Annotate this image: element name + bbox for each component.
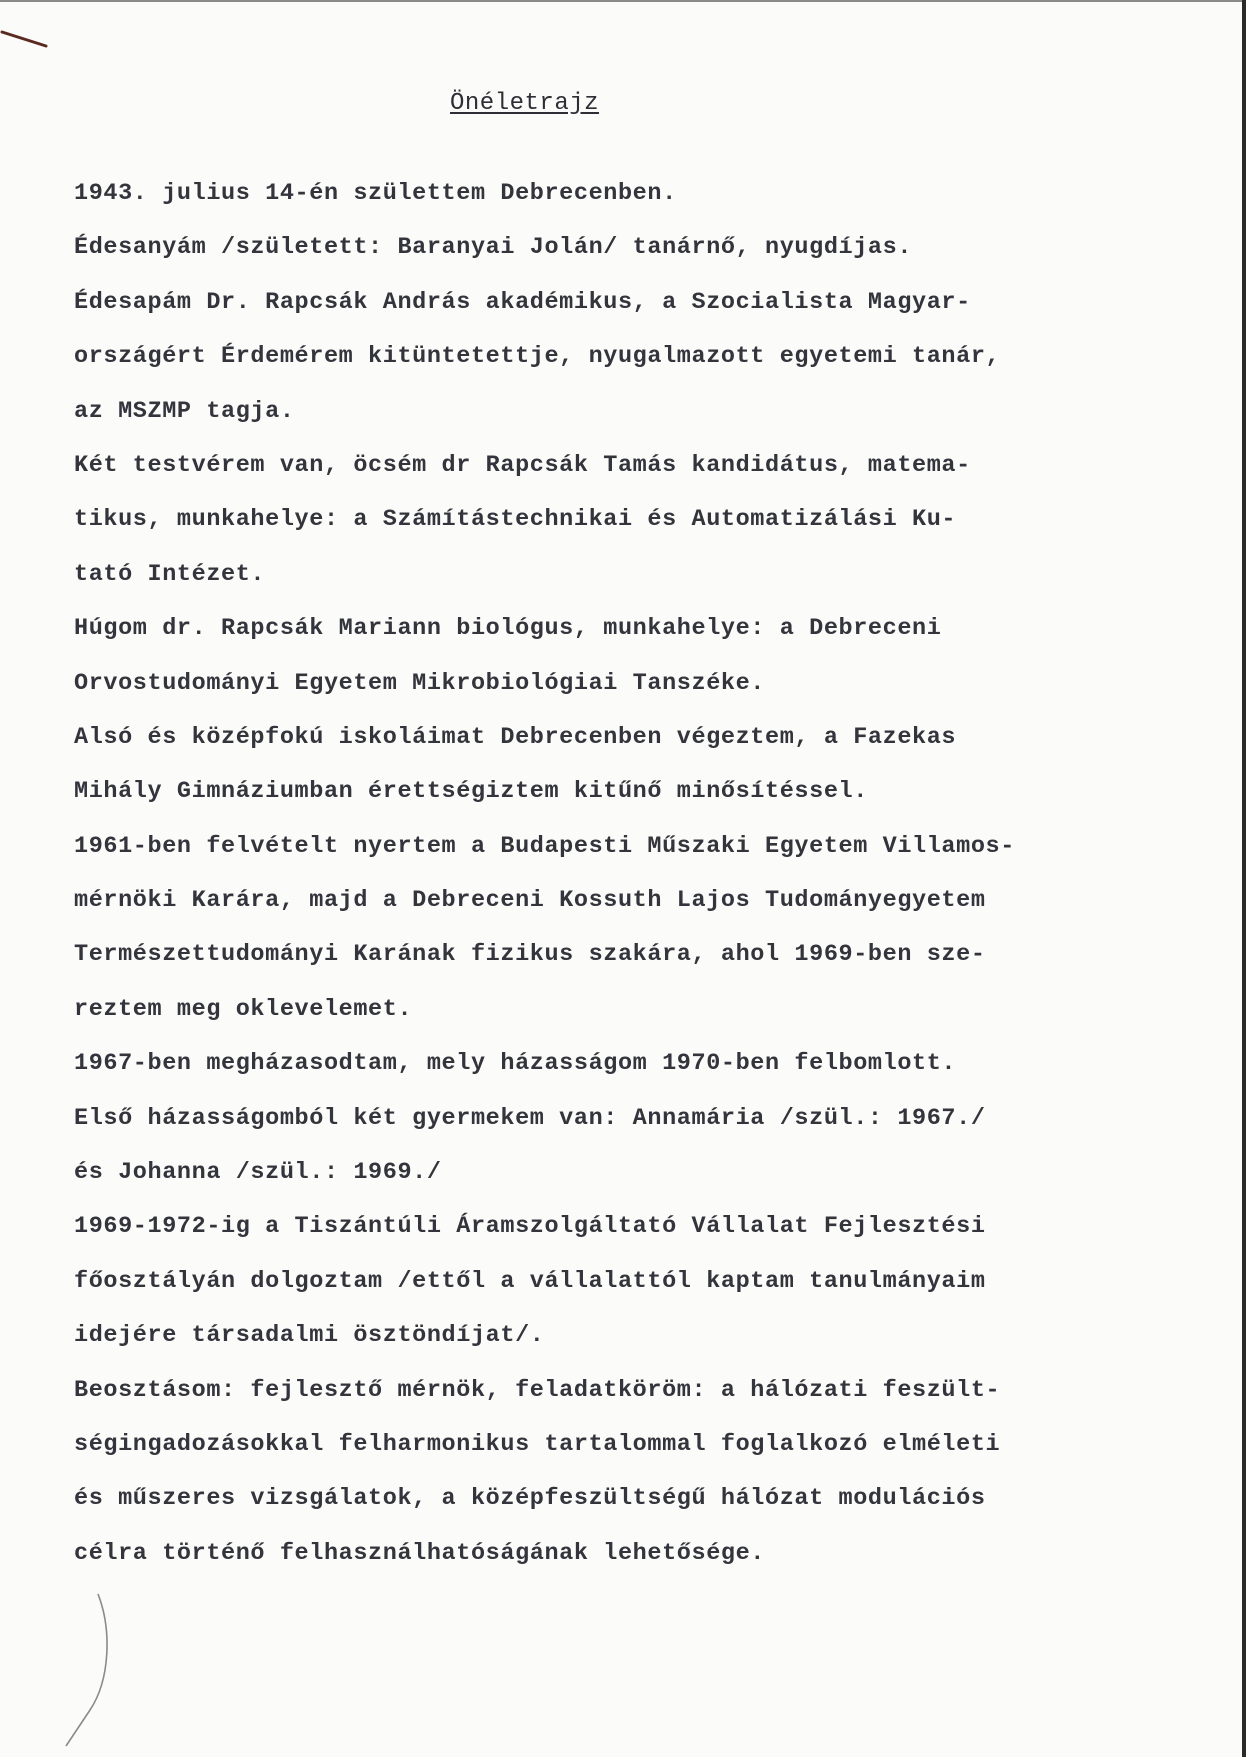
text-line: Édesapám Dr. Rapcsák András akadémikus, a Szocialista Magyar- [74, 288, 971, 316]
text-line: 1961-ben felvételt nyertem a Budapesti Műszaki Egyetem Villamos- [74, 832, 1015, 860]
text-line: 1969-1972-ig a Tiszántúli Áramszolgáltató Vállalat Fejlesztési [74, 1213, 986, 1241]
pen-stroke-mark [0, 26, 60, 56]
text-line: 1943. julius 14-én születtem Debrecenben. [74, 180, 677, 207]
text-line: reztem meg oklevelemet. [74, 995, 413, 1023]
text-line: Húgom dr. Rapcsák Mariann biológus, munkahelye: a Debreceni [74, 615, 942, 643]
page-right-edge [1242, 0, 1246, 1757]
text-line: tató Intézet. [74, 560, 266, 588]
text-line: mérnöki Karára, majd a Debreceni Kossuth Lajos Tudományegyetem [74, 887, 986, 915]
text-line: országért Érdemérem kitüntetettje, nyugalmazott egyetemi tanár, [74, 343, 1001, 371]
text-line: főosztályán dolgoztam /ettől a vállalattól kaptam tanulmányaim [74, 1267, 986, 1295]
document-body [74, 167, 1134, 1581]
text-line: és Johanna /szül.: 1969./ [74, 1159, 442, 1187]
page-top-edge [0, 0, 1246, 2]
text-line: Első házasságomból két gyermekem van: Annamária /szül.: 1967./ [74, 1104, 986, 1132]
text-line: Mihály Gimnáziumban érettségiztem kitűnő minősítéssel. [74, 778, 868, 806]
text-line: Két testvérem van, öcsém dr Rapcsák Tamás kandidátus, matema- [74, 451, 971, 479]
text-line: Orvostudományi Egyetem Mikrobiológiai Tanszéke. [74, 669, 766, 697]
text-line: célra történő felhasználhatóságának lehetősége. [74, 1539, 766, 1567]
pencil-curve-mark [60, 1590, 120, 1750]
text-line: Alsó és középfokú iskoláimat Debrecenben végeztem, a Fazekas [74, 723, 957, 751]
text-line: Édesanyám /született: Baranyai Jolán/ tanárnő, nyugdíjas. [74, 234, 913, 262]
text-line: Természettudományi Karának fizikus szakára, ahol 1969-ben sze- [74, 941, 986, 969]
page-title: Önéletrajz [450, 90, 600, 117]
text-line: 1967-ben megházasodtam, mely házasságom 1970-ben felbomlott. [74, 1050, 957, 1078]
text-line: idejére társadalmi ösztöndíjat/. [74, 1322, 545, 1350]
text-line: ségingadozásokkal felharmonikus tartalommal foglalkozó elméleti [74, 1430, 1001, 1458]
text-line: tikus, munkahelye: a Számítástechnikai és Automatizálási Ku- [74, 506, 957, 534]
text-line: Beosztásom: fejlesztő mérnök, feladatköröm: a hálózati feszült- [74, 1376, 1001, 1404]
text-line: és műszeres vizsgálatok, a középfeszültségű hálózat modulációs [74, 1485, 986, 1513]
text-line: az MSZMP tagja. [74, 397, 295, 425]
